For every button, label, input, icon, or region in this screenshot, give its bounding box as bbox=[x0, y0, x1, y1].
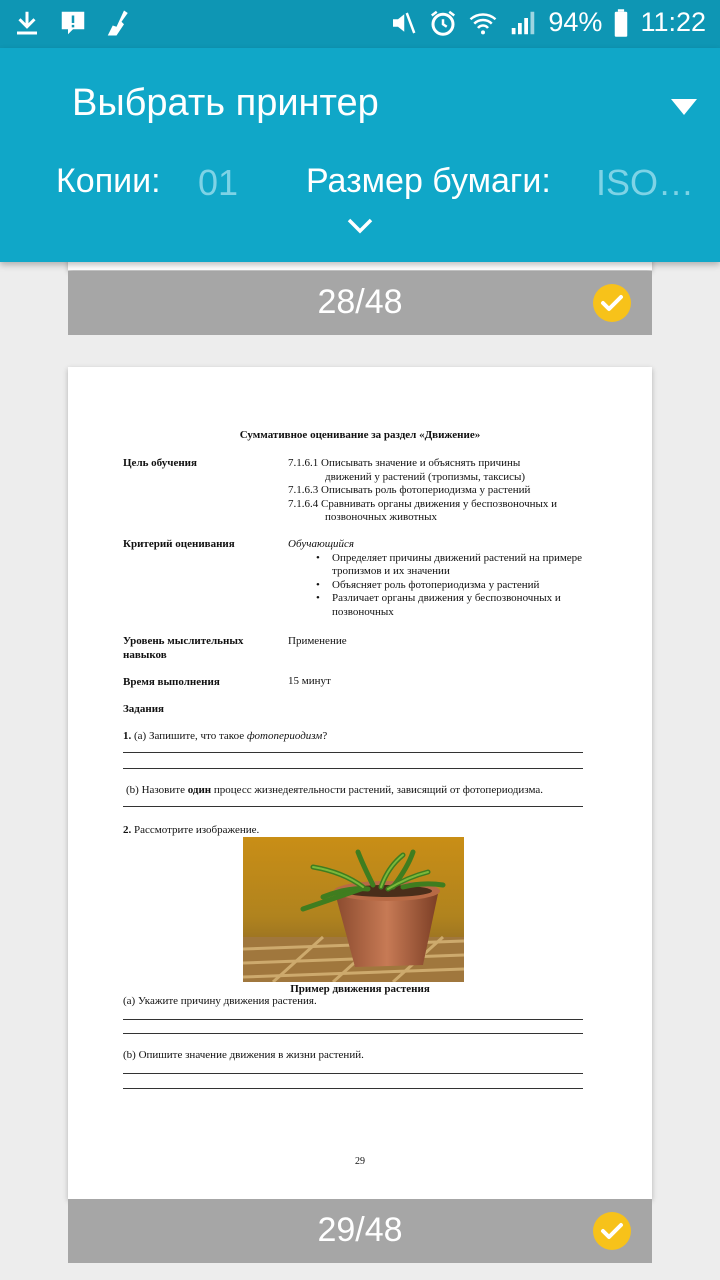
clock: 11:22 bbox=[640, 7, 706, 37]
alarm-icon bbox=[428, 8, 458, 38]
photo-caption: Пример движения растения bbox=[290, 983, 430, 995]
criteria-intro: Обучающийся bbox=[288, 538, 355, 550]
task-text: (a) Запишите, что такое bbox=[134, 730, 247, 742]
copies-label: Копии: bbox=[56, 162, 161, 200]
level-label: Уровень мыслительных навыков bbox=[123, 635, 244, 661]
time-value: 15 минут bbox=[288, 675, 331, 687]
wifi-icon bbox=[468, 8, 498, 38]
battery-icon bbox=[612, 8, 630, 38]
check-circle-icon[interactable] bbox=[592, 1211, 632, 1251]
mute-icon bbox=[388, 8, 418, 38]
criteria-label: Критерий оценивания bbox=[123, 538, 235, 550]
goal-line: 7.1.6.4 Сравнивать органы движения у беспозвоночных и bbox=[288, 497, 558, 510]
page-label-bar-28[interactable] bbox=[68, 271, 652, 335]
criteria-item: • Определяет причины движений растений на примере тропизмов и их значении bbox=[288, 552, 588, 579]
task-term: фотопериодизм bbox=[246, 730, 323, 742]
answer-line bbox=[123, 1073, 583, 1074]
page-label: 28/48 bbox=[317, 283, 403, 321]
task-2b: (b) Опишите значение движения в жизни растений. bbox=[123, 1049, 364, 1061]
task-text: Рассмотрите изображение. bbox=[131, 824, 260, 836]
goal-line: 7.1.6.1 Описывать значение и объяснять причины bbox=[288, 457, 521, 469]
level-value: Применение bbox=[288, 635, 347, 647]
answer-line bbox=[123, 1019, 583, 1020]
answer-line bbox=[123, 752, 583, 753]
goal-text bbox=[288, 457, 588, 525]
plant-pot-photo bbox=[243, 837, 464, 982]
paper-size-value[interactable]: ISO… bbox=[596, 162, 695, 203]
time-label: Время выполнения bbox=[123, 676, 220, 688]
criteria-item: • Различает органы движения у беспозвоночных и позвоночных bbox=[288, 592, 588, 619]
tasks-label: Задания bbox=[123, 703, 164, 715]
answer-line bbox=[123, 1033, 583, 1034]
goal-line: 7.1.6.3 Описывать роль фотопериодизма у растений bbox=[288, 484, 531, 496]
page-label-bar-29[interactable] bbox=[68, 1199, 652, 1263]
paper-size-label: Размер бумаги: bbox=[306, 162, 551, 200]
chevron-down-icon[interactable] bbox=[345, 216, 375, 236]
dropdown-arrow-icon[interactable] bbox=[670, 98, 698, 116]
download-icon bbox=[12, 8, 42, 38]
page-preview-29[interactable] bbox=[68, 367, 652, 1199]
battery-percent: 94% bbox=[548, 7, 603, 37]
broom-icon bbox=[104, 8, 134, 38]
criteria-text bbox=[288, 538, 588, 619]
alert-icon bbox=[58, 8, 88, 38]
criteria-item: • Объясняет роль фотопериодизма у растений bbox=[288, 579, 588, 593]
doc-title: Суммативное оценивание за раздел «Движение» bbox=[239, 429, 481, 441]
task-1b bbox=[126, 784, 596, 798]
answer-line bbox=[123, 806, 583, 807]
answer-line bbox=[123, 768, 583, 769]
page-label: 29/48 bbox=[317, 1211, 403, 1249]
goal-line: движений у растений (тропизмы, таксисы) bbox=[325, 470, 526, 483]
task-2 bbox=[123, 824, 593, 838]
task-text: ? bbox=[322, 730, 328, 742]
task-text: процесс жизнедеятельности растений, зависящий от фотопериодизма. bbox=[211, 784, 543, 796]
goal-line: позвоночных животных bbox=[325, 511, 438, 523]
check-circle-icon[interactable] bbox=[592, 283, 632, 323]
task-1a bbox=[123, 730, 593, 744]
signal-icon bbox=[508, 8, 538, 38]
page-number: 29 bbox=[355, 1156, 365, 1167]
task-number: 2. bbox=[123, 824, 132, 836]
copies-value[interactable]: 01 bbox=[198, 162, 239, 203]
task-emphasis: один bbox=[187, 784, 212, 796]
task-2a: (a) Укажите причину движения растения. bbox=[123, 995, 317, 1007]
task-number: 1. bbox=[123, 730, 132, 742]
print-options-toolbar bbox=[0, 48, 720, 262]
goal-label: Цель обучения bbox=[123, 457, 197, 469]
answer-line bbox=[123, 1088, 583, 1089]
status-bar bbox=[0, 0, 720, 48]
task-text: (b) Назовите bbox=[126, 784, 188, 796]
document-page bbox=[68, 367, 652, 1199]
printer-select[interactable]: Выбрать принтер bbox=[72, 82, 379, 124]
